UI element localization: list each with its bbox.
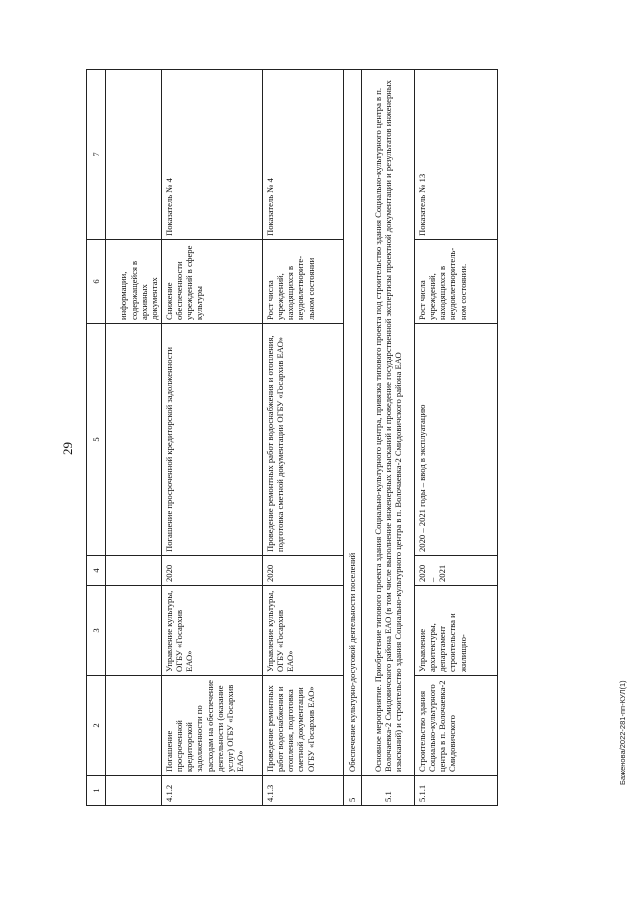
row-number: 4.1.3 xyxy=(263,776,344,806)
executor: Управление культуры, ОГБУ «Госархив ЕАО» xyxy=(263,586,344,676)
table-row-5-1 xyxy=(362,70,415,806)
document-stamp: Баженова/2022-281-пп-КУЛ(1) xyxy=(618,680,627,785)
consequences: Рост числа учреждений, находящихся в неудовлетворите-льном состоянии xyxy=(263,240,344,324)
col-header-7: 7 xyxy=(87,70,106,240)
executor-text: Управление архитектуры, департамент строительства и жилищно- xyxy=(417,613,468,672)
col-header-2: 2 xyxy=(87,676,106,776)
period: 2020 – 2021 xyxy=(415,556,498,586)
row-number: 5 xyxy=(344,776,362,806)
main-activity-text: Основное мероприятие. Приобретение типового проекта здания Социально-культурного центра, привязка типового проекта под строительство здания Социально-культурного центра в п. Волочаевка-2 Смидовичского района ЕАО (в том числе выполнение инженерных изысканий и проведение государственной экспертизы проектной документации и результатов инженерных изысканий) и строительство здания Социально-культурного центра в п. Волочаевка-2 Смидовичского района ЕАО xyxy=(362,70,415,776)
indicator: Показатель № 4 xyxy=(263,70,344,240)
consequences: Рост числа учреждений, находящихся в неудовлетворитель-ном состоянии. xyxy=(415,240,498,324)
header-row xyxy=(87,70,106,806)
table-row-4-1-2 xyxy=(162,70,263,806)
activity-name: Погашение просроченной кредиторской задолженности по расходам на обеспечение деятельности (оказание услуг) ОГБУ «Госархив ЕАО» xyxy=(162,676,263,776)
col-header-1: 1 xyxy=(87,776,106,806)
table-cell xyxy=(106,586,162,676)
table-cell xyxy=(106,556,162,586)
row-number: 5.1 xyxy=(362,776,415,806)
indicator: Показатель № 4 xyxy=(162,70,263,240)
table-row-4-1-3 xyxy=(263,70,344,806)
table-row-continuation xyxy=(106,70,162,806)
expected-result: 2020 – 2021 годы – ввод в эксплуатацию xyxy=(415,324,498,556)
table-row-5-1-1 xyxy=(415,70,498,806)
expected-result: Проведение ремонтных работ водоснабжения и отопления, подготовка сметной документации ОГБУ «Госархив ЕАО» xyxy=(263,324,344,556)
activity-name: Проведение ремонтных работ водоснабжения и отопления, подготовка сметной документации ОГБУ «Госархив ЕАО» xyxy=(263,676,344,776)
executor xyxy=(415,586,498,676)
col-header-6: 6 xyxy=(87,240,106,324)
col-header-5: 5 xyxy=(87,324,106,556)
activity-name-text: Строительство здания Социально-культурного центра в п. Волочаевка-2 Смидовичского xyxy=(417,680,458,772)
section-title: Обеспечение культурно-досуговой деятельности поселений xyxy=(344,70,362,776)
col-header-3: 3 xyxy=(87,586,106,676)
expected-result: Погашение просроченной кредиторской задолженности xyxy=(162,324,263,556)
consequences: Снижение обеспеченности учреждений в сфере культуры xyxy=(162,240,263,324)
table-cell-effect: информации, содержащейся в архивных документах xyxy=(106,240,162,324)
row-number: 4.1.2 xyxy=(162,776,263,806)
activity-name xyxy=(415,676,498,776)
table-cell xyxy=(106,676,162,776)
indicator: Показатель № 13 xyxy=(415,70,498,240)
program-table-container xyxy=(86,70,606,806)
table-cell xyxy=(106,324,162,556)
table-cell xyxy=(106,776,162,806)
executor: Управление культуры, ОГБУ «Госархив ЕАО» xyxy=(162,586,263,676)
col-header-4: 4 xyxy=(87,556,106,586)
program-activities-table xyxy=(86,69,498,806)
period: 2020 xyxy=(162,556,263,586)
row-number: 5.1.1 xyxy=(415,776,498,806)
period: 2020 xyxy=(263,556,344,586)
table-row-section-5 xyxy=(344,70,362,806)
table-cell xyxy=(106,70,162,240)
page-number: 29 xyxy=(60,442,75,455)
